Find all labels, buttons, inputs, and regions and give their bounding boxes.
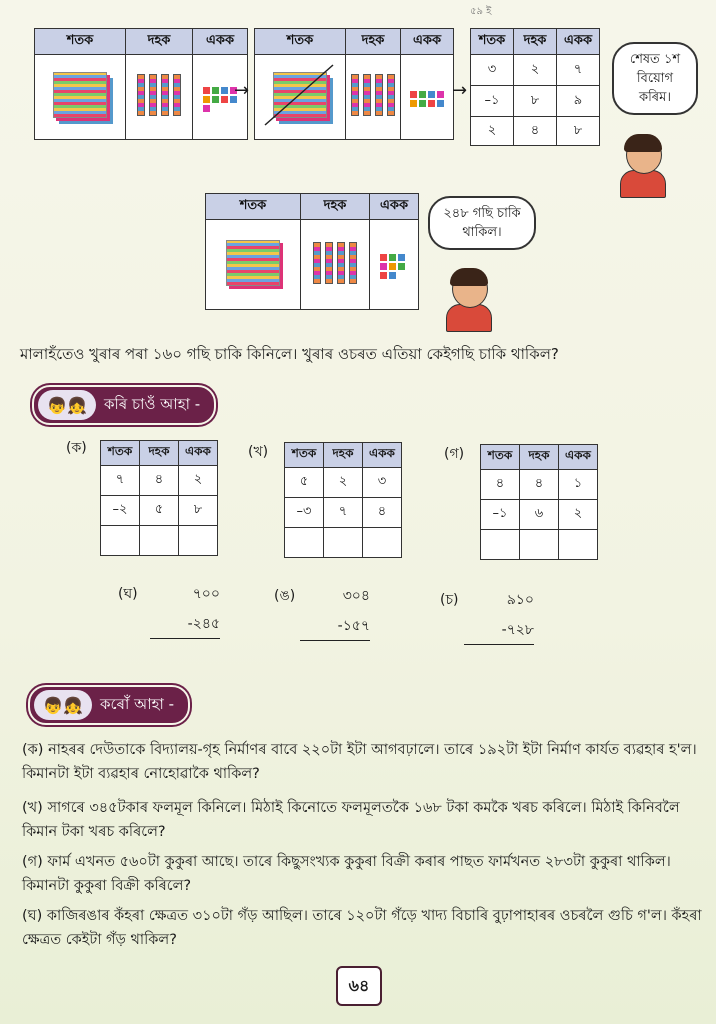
exercise-table [480, 444, 598, 560]
cell: ৭ [557, 55, 600, 86]
ones-header: একক [193, 29, 248, 55]
answer-cell[interactable] [101, 526, 140, 556]
cell: ২ [324, 468, 363, 498]
exercise-label: (ঘ) [118, 586, 138, 602]
speech-bubble: শেষত ১শ বিয়োগ কৰিম। [612, 42, 698, 115]
ones-header: একক [363, 443, 402, 468]
hundreds-header: শতক [471, 29, 514, 55]
cross-out-line-icon [259, 61, 339, 131]
answer-cell[interactable] [140, 526, 179, 556]
top-header-mark: ৫৯ ই [470, 6, 492, 17]
section-banner-do [28, 685, 190, 725]
cell: ৮ [557, 117, 600, 146]
subtrahend: -৭২৮ [501, 622, 534, 638]
cell: ৮ [514, 86, 557, 117]
cell: ৯ [557, 86, 600, 117]
boy-illustration [446, 270, 490, 330]
cell: –৩ [285, 498, 324, 528]
cell: ২ [471, 117, 514, 146]
tens-header: দহক [126, 29, 193, 55]
tens-header: দহক [520, 445, 559, 470]
hundreds-header: শতক [101, 441, 140, 466]
vertical-subtraction [150, 582, 220, 639]
cell: ৭ [324, 498, 363, 528]
answer-cell[interactable] [179, 526, 218, 556]
exercise-table [100, 440, 218, 556]
ones-header: একক [557, 29, 600, 55]
place-value-table-step1 [34, 28, 248, 140]
exercise-label: (ঙ) [274, 588, 296, 604]
subtrahend: -২৪৫ [187, 616, 220, 632]
cell: ৪ [363, 498, 402, 528]
cell: ৬ [520, 500, 559, 530]
ones-header: একক [401, 29, 454, 55]
answer-cell[interactable] [285, 528, 324, 558]
question-text: মালাহঁতেও খুৰাৰ পৰা ১৬০ গছি চাকি কিনিলে। খুৰাৰ ওচৰত এতিয়া কেইগছি চাকি থাকিল? [20, 345, 559, 363]
vertical-subtraction [300, 584, 370, 641]
ones-header: একক [559, 445, 598, 470]
exercise-label: (গ) [444, 446, 465, 462]
minuend: ৯১০ [506, 592, 534, 608]
banner-label: কৰোঁ আহা - [100, 694, 174, 713]
cell: ৭ [101, 466, 140, 496]
tens-header: দহক [301, 194, 370, 220]
place-value-table-step2 [254, 28, 454, 140]
section-banner-try [32, 385, 216, 425]
cell: ৮ [179, 496, 218, 526]
cell: –১ [481, 500, 520, 530]
cell: –১ [471, 86, 514, 117]
children-icon: 👦👧 [38, 390, 96, 420]
ones-header: একক [179, 441, 218, 466]
exercise-table [284, 442, 402, 558]
hundreds-header: শতক [481, 445, 520, 470]
cell: ৩ [471, 55, 514, 86]
cell: ৪ [481, 470, 520, 500]
speech-bubble: ২৪৮ গছি চাকি থাকিল। [428, 196, 536, 250]
tens-header: দহক [140, 441, 179, 466]
cell: ২ [514, 55, 557, 86]
ones-cubes-image [203, 87, 237, 112]
answer-cell[interactable] [363, 528, 402, 558]
exercise-label: (খ) [248, 444, 269, 460]
hundreds-header: শতক [35, 29, 126, 55]
cell: ৫ [285, 468, 324, 498]
hundreds-header: শতক [206, 194, 301, 220]
children-icon: 👦👧 [34, 690, 92, 720]
boy-illustration [620, 136, 664, 196]
page-number: ৬৪ [336, 966, 382, 1006]
exercise-label: (চ) [440, 592, 459, 608]
word-problem: (ঘ) কাজিৰঙাৰ কঁহৰা ক্ষেত্ৰত ৩১০টা গঁড় আছিল। তাৰে ১২০টা গঁড়ে খাদ্য বিচাৰি বুঢ়াপাহাৰৰ ওচৰলৈ গুচি গ'ল। কঁহৰা ক্ষেত্ৰত কেইটা গঁড় থাকিল? [22, 908, 702, 948]
minuend: ৩০৪ [342, 588, 370, 604]
exercise-label: (ক) [66, 440, 87, 456]
cell: ১ [559, 470, 598, 500]
hundreds-blocks-image [53, 72, 107, 118]
tens-header: দহক [346, 29, 401, 55]
subtrahend: -১৫৭ [337, 618, 370, 634]
answer-cell[interactable] [559, 530, 598, 560]
cell: –২ [101, 496, 140, 526]
banner-label: কৰি চাওঁ আহা - [104, 394, 201, 413]
word-problem: (খ) সাগৰে ৩৪৫টকাৰ ফলমূল কিনিলে। মিঠাই কিনোতে ফলমূলতকৈ ১৬৮ টকা কমকৈ খৰচ কৰিলে। মিঠাই কিনিবলৈ কিমান টকা খৰচ কৰিলে? [22, 800, 680, 840]
answer-cell[interactable] [520, 530, 559, 560]
arrow-right-icon: → [452, 80, 468, 101]
word-problem: (গ) ফাৰ্ম এখনত ৫৬০টা কুকুৰা আছে। তাৰে কিছুসংখ্যক কুকুৰা বিক্ৰী কৰাৰ পাছত ফাৰ্মখনত ২৮৩টা কুকুৰা থাকিল। কিমানটা কুকুৰা বিক্ৰী কৰিলে? [22, 854, 671, 894]
cell: ৫ [140, 496, 179, 526]
hundreds-header: শতক [255, 29, 346, 55]
arrow-right-icon: → [234, 80, 250, 101]
ones-header: একক [370, 194, 419, 220]
cell: ৪ [520, 470, 559, 500]
place-value-table-numeric [470, 28, 600, 146]
cell: ২ [179, 466, 218, 496]
minuend: ৭০০ [192, 586, 220, 602]
tens-header: দহক [324, 443, 363, 468]
place-value-table-result [205, 193, 419, 310]
cell: ৪ [514, 117, 557, 146]
word-problem: (ক) নাহৰৰ দেউতাকে বিদ্যালয়-গৃহ নিৰ্মাণৰ বাবে ২২০টা ইটা আগবঢ়ালে। তাৰে ১৯২টা ইটা নিৰ্মাণ কাৰ্যত ব্যৱহাৰ হ'ল। কিমানটা ইটা ব্যৱহাৰ নোহোৱাকৈ থাকিল? [22, 742, 697, 782]
answer-cell[interactable] [324, 528, 363, 558]
tens-header: দহক [514, 29, 557, 55]
answer-cell[interactable] [481, 530, 520, 560]
vertical-subtraction [464, 588, 534, 645]
cell: ৪ [140, 466, 179, 496]
hundreds-header: শতক [285, 443, 324, 468]
cell: ২ [559, 500, 598, 530]
cell: ৩ [363, 468, 402, 498]
